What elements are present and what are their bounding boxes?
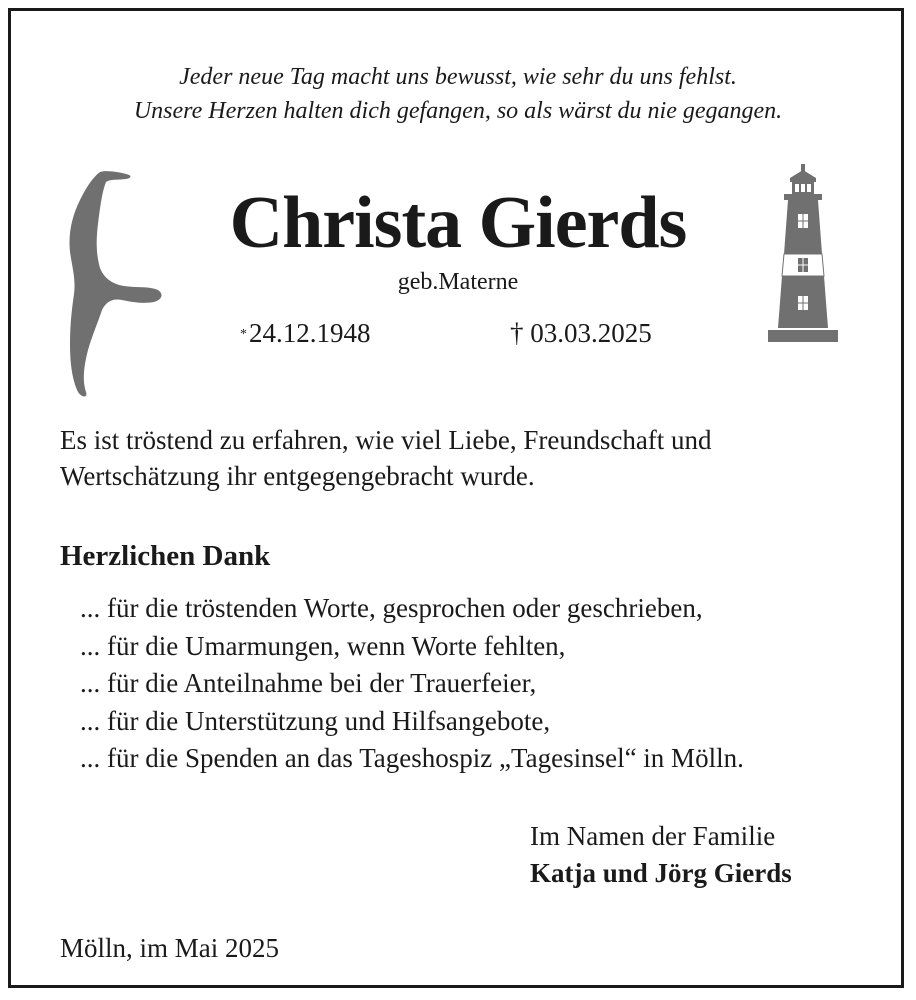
- thanks-title: Herzlichen Dank: [60, 540, 271, 572]
- thanks-list: [80, 590, 744, 778]
- list-item: ... für die Unterstützung und Hilfsangebote,: [80, 705, 551, 736]
- intro-text: [60, 422, 712, 494]
- intro-line-1: Es ist tröstend zu erfahren, wie viel Liebe, Freundschaft und: [60, 425, 712, 455]
- signature-names: Katja und Jörg Gierds: [530, 858, 792, 888]
- signature-line: Im Namen der Familie: [530, 821, 776, 851]
- deceased-name: Christa Gierds: [229, 182, 687, 264]
- intro-line-2: Wertschätzung ihr entgegengebracht wurde.: [60, 461, 535, 491]
- list-item: ... für die Spenden an das Tageshospiz „Tagesinsel“ in Mölln.: [80, 743, 744, 773]
- list-item: ... für die Umarmungen, wenn Worte fehlten,: [80, 630, 566, 661]
- maiden-name: geb.Materne: [397, 269, 519, 295]
- birth-symbol: *: [240, 327, 247, 342]
- signature: [530, 818, 792, 892]
- list-item: ... für die tröstenden Worte, gesprochen oder geschrieben,: [80, 593, 703, 623]
- birth-date: 24.12.1948: [249, 318, 371, 348]
- poem-line-1: Jeder neue Tag macht uns bewusst, wie sehr du uns fehlst.: [179, 64, 737, 90]
- poem-line-2: Unsere Herzen halten dich gefangen, so als wärst du nie gegangen.: [133, 98, 783, 124]
- list-item: ... für die Anteilnahme bei der Trauerfeier,: [80, 668, 537, 698]
- lighthouse-icon: [762, 164, 844, 348]
- place-date: Mölln, im Mai 2025: [60, 933, 280, 963]
- poem: [0, 60, 916, 128]
- birth-date-line: [240, 315, 371, 351]
- death-date: † 03.03.2025: [510, 318, 652, 348]
